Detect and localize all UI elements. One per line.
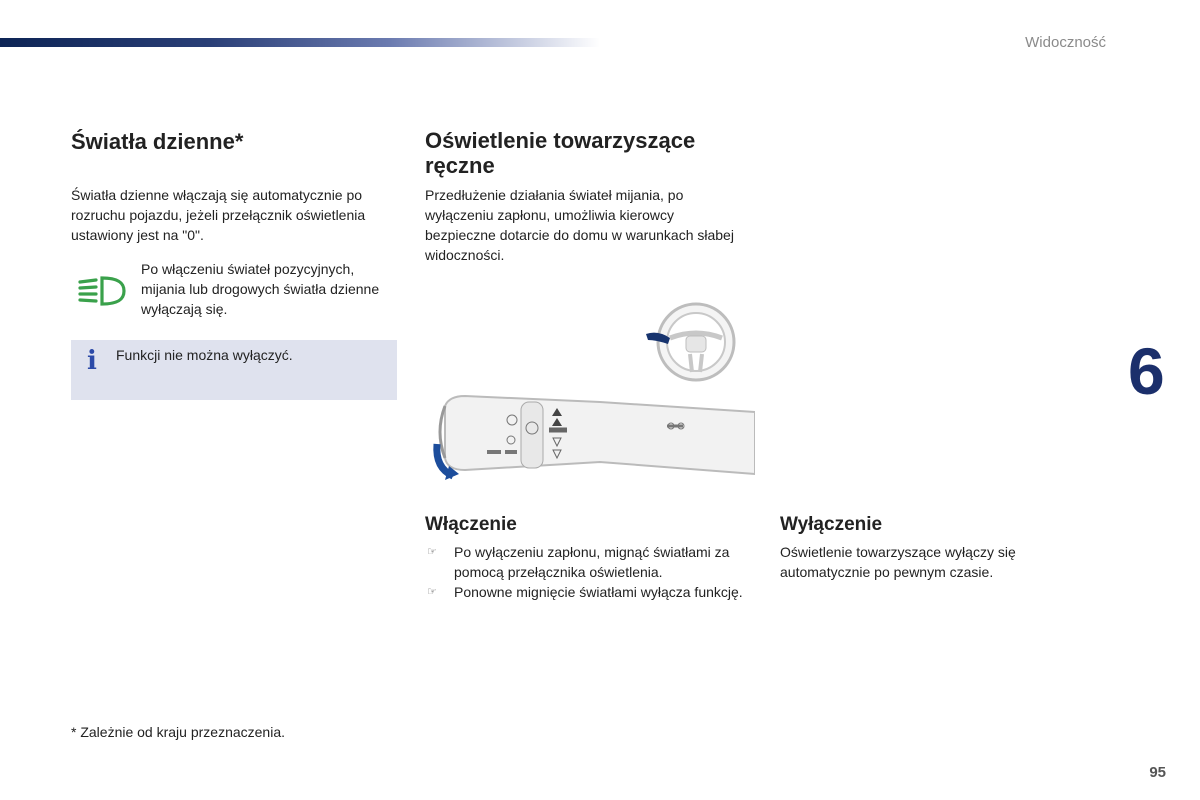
info-box: [71, 340, 397, 400]
headlight-green-icon: [76, 272, 128, 310]
list-item: ☞ Ponowne mignięcie światłami wyłącza funkcję.: [427, 584, 743, 600]
daytime-lights-title: Światła dzienne*: [71, 129, 244, 154]
list-item: ☞ Po wyłączeniu zapłonu, mignąć światłami za pomocą przełącznika oświetlenia.: [427, 544, 730, 580]
lighting-stalk-illustration: [425, 388, 755, 488]
pointing-hand-icon: ☞: [427, 546, 437, 558]
activation-steps: [425, 542, 755, 602]
chapter-number: 6: [1128, 334, 1165, 408]
section-label: Widoczność: [1025, 34, 1106, 51]
follow-me-title: Oświetlenie towarzyszące ręczne: [425, 128, 696, 178]
info-text: Funkcji nie można wyłączyć.: [116, 347, 293, 363]
daytime-lights-icon-text: Po włączeniu świateł pozycyjnych, mijania lub drogowych światła dzienne wyłączają się.: [141, 261, 380, 317]
daytime-lights-text: Światła dzienne włączają się automatycznie po rozruchu pojazdu, jeżeli przełącznik oświetlenia ustawiony jest na "0".: [71, 187, 366, 243]
page-number: 95: [1149, 764, 1166, 781]
deactivation-title: Wyłączenie: [780, 514, 883, 535]
footnote: * Zależnie od kraju przeznaczenia.: [71, 724, 286, 740]
header-gradient-bar: [0, 38, 600, 47]
steering-wheel-illustration: [640, 298, 736, 388]
activation-title: Włączenie: [425, 514, 517, 535]
follow-me-text: Przedłużenie działania świateł mijania, po wyłączeniu zapłonu, umożliwia kierowcy bezpieczne dotarcie do domu w warunkach słabej widoczności.: [425, 187, 734, 263]
pointing-hand-icon: ☞: [427, 586, 437, 598]
deactivation-text: Oświetlenie towarzyszące wyłączy się automatycznie po pewnym czasie.: [780, 544, 1016, 580]
info-icon: i: [87, 346, 97, 376]
